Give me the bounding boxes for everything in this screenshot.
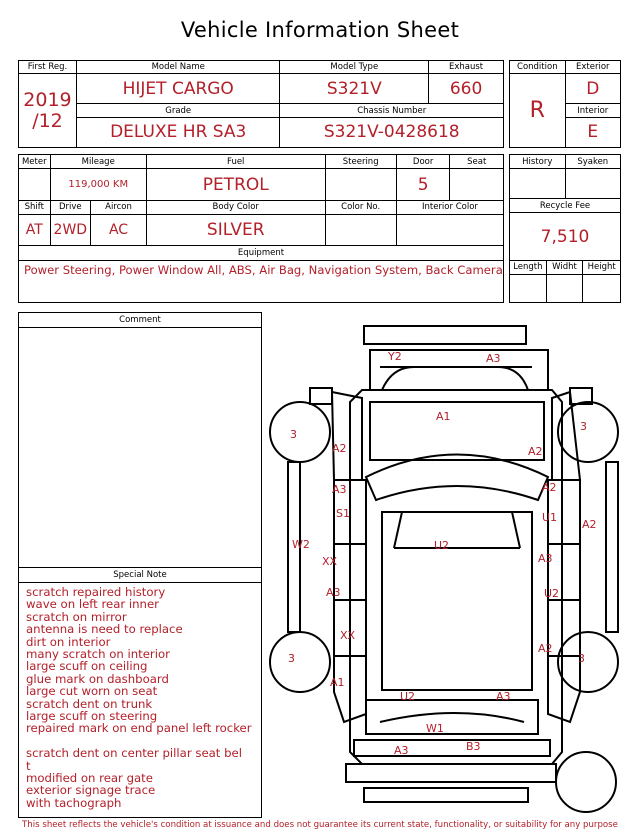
height-value — [583, 274, 621, 302]
right-slide-door — [548, 600, 580, 656]
mileage-label: Mileage — [50, 155, 146, 169]
special-note-item: dirt on interior — [26, 634, 111, 649]
equipment-value: Power Steering, Power Window All, ABS, Air Bag, Navigation System, Back Camera — [19, 260, 504, 302]
mark-tire-rr: 3 — [578, 652, 585, 665]
left-mirror-outline — [310, 388, 332, 404]
shift-value: AT — [19, 215, 51, 246]
aircon-value: AC — [91, 215, 147, 246]
spare-tire — [556, 752, 616, 812]
special-note-item: glue mark on dashboard — [26, 671, 169, 686]
special-note-item: scratch on mirror — [26, 609, 127, 624]
tire-rear-left — [270, 632, 330, 692]
exhaust-label: Exhaust — [429, 61, 504, 74]
mark-a2-lf: A2 — [332, 442, 347, 455]
mark-a2-rf: A2 — [528, 445, 543, 458]
special-note-item: exterior signage trace — [26, 783, 156, 798]
drive-value: 2WD — [50, 215, 91, 246]
windshield-outline — [366, 455, 548, 501]
shift-label: Shift — [19, 200, 51, 214]
disclaimer-footer: This sheet reflects the vehicle's condition at issuance and does not guarantee its current state, functionality, or suitability for any purpose — [22, 820, 618, 830]
length-label: Length — [510, 260, 547, 274]
tire-rear-right — [558, 632, 618, 692]
special-note-item: with tachograph — [26, 795, 122, 810]
mark-a2-right-side: A2 — [582, 518, 597, 531]
color-no-value — [325, 215, 396, 246]
height-label: Height — [583, 260, 621, 274]
mark-b3-bumper: B3 — [466, 740, 481, 753]
drive-label: Drive — [50, 200, 91, 214]
mark-u2-center: U2 — [434, 539, 450, 552]
equipment-label: Equipment — [19, 246, 504, 260]
mark-s1: S1 — [336, 507, 350, 520]
interior-value: E — [565, 117, 620, 147]
mark-a3-top: A3 — [486, 352, 501, 365]
front-bumper-outline — [364, 326, 526, 344]
special-note-item: many scratch on interior — [26, 647, 170, 662]
special-note-item: scratch repaired history — [26, 585, 166, 599]
mark-u2-right: U2 — [544, 587, 560, 600]
mark-a1-left-rear: A1 — [330, 676, 345, 689]
special-note-item: t — [26, 758, 31, 773]
rear-step-outline — [364, 788, 528, 802]
first-reg-label: First Reg. — [19, 61, 77, 74]
exterior-value: D — [565, 74, 620, 104]
width-value — [546, 274, 583, 302]
syaken-value — [565, 169, 620, 199]
model-name-value: HIJET CARGO — [76, 74, 280, 104]
special-note-item: scratch dent on trunk — [26, 696, 153, 711]
body-color-value: SILVER — [146, 215, 325, 246]
hood-outline — [370, 402, 544, 460]
mark-a3-rear: A3 — [496, 690, 511, 703]
right-rocker-outline — [606, 462, 618, 632]
mark-a3-left-mid: A3 — [326, 586, 341, 599]
seat-label: Seat — [450, 155, 504, 169]
model-type-label: Model Type — [280, 61, 429, 74]
condition-table — [509, 60, 621, 148]
rear-gate-outline — [354, 740, 550, 756]
roof-pillar-lines — [394, 512, 520, 548]
main-info-table — [18, 60, 504, 148]
meter-value — [19, 169, 51, 200]
mark-a1-hood: A1 — [436, 410, 451, 423]
front-left-arc — [382, 367, 414, 390]
mark-u1: U1 — [542, 511, 558, 524]
model-type-value: S321V — [280, 74, 429, 104]
details-table — [18, 154, 504, 303]
rear-bumper-outline — [346, 764, 556, 782]
special-note-item: large scuff on ceiling — [26, 659, 148, 674]
left-front-fender — [332, 392, 362, 480]
special-note-item: repaired mark on end panel left rocker — [26, 721, 252, 736]
special-note-item: large cut worn on seat — [26, 684, 158, 699]
aircon-label: Aircon — [91, 200, 147, 214]
rear-roof-outline — [366, 700, 538, 734]
grade-value: DELUXE HR SA3 — [76, 117, 280, 147]
tire-front-right — [558, 402, 618, 462]
mark-xx-left-rear: XX — [340, 629, 356, 642]
mark-u2-rear: U2 — [400, 690, 416, 703]
interior-color-value — [396, 215, 503, 246]
first-reg-value — [19, 74, 77, 148]
mark-a3-bumper: A3 — [394, 744, 409, 757]
fuel-label: Fuel — [146, 155, 325, 169]
comment-label: Comment — [19, 313, 261, 328]
door-label: Door — [396, 155, 450, 169]
special-note-label: Special Note — [19, 567, 261, 583]
seat-value — [450, 169, 504, 200]
mark-a2-right-front: A2 — [542, 481, 557, 494]
exhaust-value: 660 — [429, 74, 504, 104]
exterior-label: Exterior — [565, 61, 620, 74]
meter-label: Meter — [19, 155, 51, 169]
recycle-fee-label: Recycle Fee — [510, 199, 621, 213]
interior-label: Interior — [565, 104, 620, 117]
length-value — [510, 274, 547, 302]
mark-a3-left-front: A3 — [332, 483, 347, 496]
special-note-item: modified on rear gate — [26, 771, 153, 786]
roof-outline — [382, 512, 532, 690]
history-label: History — [510, 155, 566, 169]
color-no-label: Color No. — [325, 200, 396, 214]
chassis-number-label: Chassis Number — [280, 104, 504, 117]
steering-value — [325, 169, 396, 200]
mark-tire-fr: 3 — [580, 420, 587, 433]
mark-tire-fl: 3 — [290, 428, 297, 441]
mark-w2: W2 — [292, 538, 310, 551]
chassis-number-value: S321V-0428618 — [280, 117, 504, 147]
special-note-item: large scuff on steering — [26, 709, 158, 724]
body-color-label: Body Color — [146, 200, 325, 214]
page-title: Vehicle Information Sheet — [180, 18, 460, 42]
front-right-arc — [498, 367, 528, 390]
interior-color-label: Interior Color — [396, 200, 503, 214]
mark-a3-right-mid: A3 — [538, 552, 553, 565]
special-note-item: scratch dent on center pillar seat bel — [26, 746, 242, 761]
vehicle-damage-diagram — [262, 312, 640, 820]
recycle-fee-value: 7,510 — [510, 213, 621, 261]
mark-y2: Y2 — [388, 350, 402, 363]
mileage-value: 119,000 KM — [50, 169, 146, 200]
door-value: 5 — [396, 169, 450, 200]
model-name-label: Model Name — [76, 61, 280, 74]
mark-w1: W1 — [426, 722, 444, 735]
special-note-item: antenna is need to replace — [26, 622, 183, 637]
width-label: Widht — [546, 260, 583, 274]
mark-a2-right-rear: A2 — [538, 642, 553, 655]
first-reg-month: /12 — [32, 109, 63, 132]
history-value — [510, 169, 566, 199]
first-reg-year: 2019 — [23, 88, 72, 111]
tire-front-left — [270, 402, 330, 462]
special-notes-list — [26, 586, 266, 809]
rear-window-arc — [380, 713, 524, 722]
grade-label: Grade — [76, 104, 280, 117]
syaken-label: Syaken — [565, 155, 620, 169]
mark-xx-left: XX — [322, 555, 338, 568]
mark-tire-rl: 3 — [288, 652, 295, 665]
condition-value: R — [510, 74, 566, 148]
history-table — [509, 154, 621, 303]
steering-label: Steering — [325, 155, 396, 169]
special-note-item: wave on left rear inner — [26, 597, 159, 612]
condition-label: Condition — [510, 61, 566, 74]
fuel-value: PETROL — [146, 169, 325, 200]
